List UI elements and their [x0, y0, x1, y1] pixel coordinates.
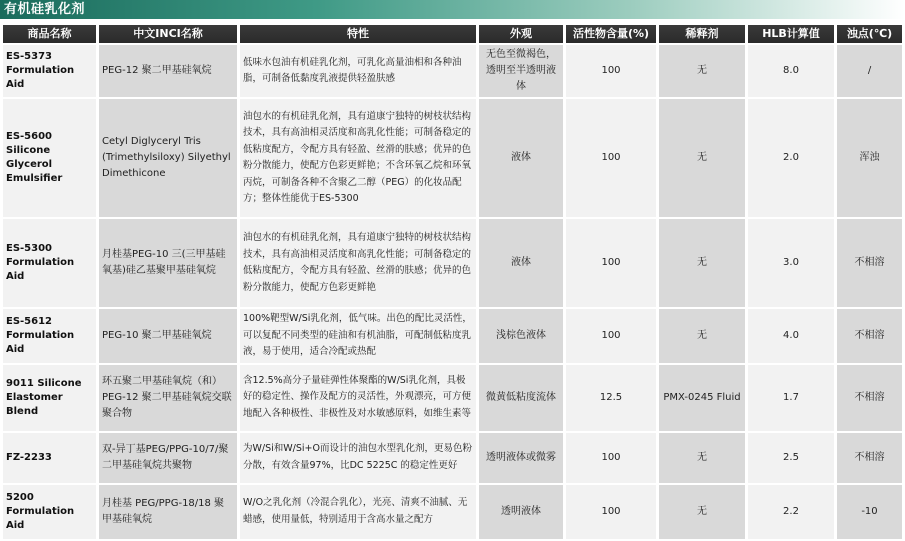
cloud-point: 不相溶 — [837, 309, 902, 363]
table-row — [3, 365, 902, 431]
diluent: 无 — [659, 45, 745, 97]
header-product-name: 商品名称 — [3, 25, 96, 43]
product-name: ES-5373 Formulation Aid — [3, 45, 96, 97]
inci-name: Cetyl Diglyceryl Tris (Trimethylsiloxy) Silyethyl Dimethicone — [99, 99, 237, 217]
emulsifier-table — [0, 23, 905, 541]
diluent: 无 — [659, 309, 745, 363]
hlb-value: 3.0 — [748, 219, 834, 307]
active-content: 100 — [566, 45, 656, 97]
header-cloud-point: 浊点(℃) — [837, 25, 902, 43]
product-name: 5200 Formulation Aid — [3, 485, 96, 539]
table-row — [3, 433, 902, 483]
page-title: 有机硅乳化剂 — [4, 2, 86, 17]
inci-name: 月桂基 PEG/PPG-18/18 聚甲基硅氧烷 — [99, 485, 237, 539]
inci-name: PEG-10 聚二甲基硅氧烷 — [99, 309, 237, 363]
header-active-content: 活性物含量(%) — [566, 25, 656, 43]
product-name: ES-5300 Formulation Aid — [3, 219, 96, 307]
header-diluent: 稀释剂 — [659, 25, 745, 43]
active-content: 12.5 — [566, 365, 656, 431]
hlb-value: 2.0 — [748, 99, 834, 217]
product-name: ES-5600 Silicone Glycerol Emulsifier — [3, 99, 96, 217]
cloud-point: / — [837, 45, 902, 97]
active-content: 100 — [566, 433, 656, 483]
table-row — [3, 309, 902, 363]
table-row — [3, 45, 902, 97]
cloud-point: 浑浊 — [837, 99, 902, 217]
inci-name: 月桂基PEG-10 三(三甲基硅氧基)硅乙基聚甲基硅氧烷 — [99, 219, 237, 307]
inci-name: 双-异丁基PEG/PPG-10/7/聚二甲基硅氧烷共聚物 — [99, 433, 237, 483]
cloud-point: -10 — [837, 485, 902, 539]
property-text: 油包水的有机硅乳化剂，具有道康宁独特的树枝状结构技术，具有高油相灵活度和高乳化性能；可制备稳定的低粘度配方，令配方具有轻盈、丝滑的肤感；优异的色粉分散能力，使配方色彩更鲜艳 — [240, 219, 476, 307]
cloud-point: 不相溶 — [837, 365, 902, 431]
header-row — [3, 25, 902, 43]
diluent: 无 — [659, 99, 745, 217]
hlb-value: 4.0 — [748, 309, 834, 363]
hlb-value: 1.7 — [748, 365, 834, 431]
product-name: ES-5612 Formulation Aid — [3, 309, 96, 363]
header-property: 特性 — [240, 25, 476, 43]
hlb-value: 2.2 — [748, 485, 834, 539]
diluent: 无 — [659, 219, 745, 307]
table-row — [3, 99, 902, 217]
table-row — [3, 485, 902, 539]
appearance-text: 微黄低粘度流体 — [479, 365, 563, 431]
active-content: 100 — [566, 485, 656, 539]
header-inci-name: 中文INCI名称 — [99, 25, 237, 43]
header-appearance: 外观 — [479, 25, 563, 43]
property-text: 100%靶型W/Si乳化剂，低气味。出色的配比灵活性，可以复配不同类型的硅油和有机油脂，可配制低粘度乳液，易于使用，适合冷配或热配 — [240, 309, 476, 363]
title-bar — [0, 0, 905, 19]
inci-name: PEG-12 聚二甲基硅氧烷 — [99, 45, 237, 97]
appearance-text: 液体 — [479, 219, 563, 307]
hlb-value: 8.0 — [748, 45, 834, 97]
inci-name: 环五聚二甲基硅氧烷（和）PEG-12 聚二甲基硅氧烷交联聚合物 — [99, 365, 237, 431]
header-hlb: HLB计算值 — [748, 25, 834, 43]
product-name: FZ-2233 — [3, 433, 96, 483]
active-content: 100 — [566, 99, 656, 217]
property-text: 含12.5%高分子量硅弹性体聚酯的W/Si乳化剂，具极好的稳定性、操作及配方的灵活性，外观漂亮，可方便地配入各种极性、非极性及对水敏感原料，如维生素等 — [240, 365, 476, 431]
product-name: 9011 Silicone Elastomer Blend — [3, 365, 96, 431]
property-text: 油包水的有机硅乳化剂，具有道康宁独特的树枝状结构技术，具有高油相灵活度和高乳化性能；可制备稳定的低粘度配方，令配方具有轻盈、丝滑的肤感；优异的色粉分散能力，使配方色彩更鲜艳；不含环氧乙烷和环氧丙烷，可制备各种不含聚乙二醇（PEG）的化妆品配方；整体性能优于ES-5300 — [240, 99, 476, 217]
property-text: 低味水包油有机硅乳化剂，可乳化高量油相和各种油脂，可制备低黏度乳液提供轻盈肤感 — [240, 45, 476, 97]
cloud-point: 不相溶 — [837, 433, 902, 483]
active-content: 100 — [566, 309, 656, 363]
appearance-text: 无色至微褐色，透明至半透明液体 — [479, 45, 563, 97]
appearance-text: 液体 — [479, 99, 563, 217]
property-text: W/O之乳化剂（冷混合乳化），光亮、清爽不油腻、无蜡感，使用量低，特别适用于含高水量之配方 — [240, 485, 476, 539]
diluent: 无 — [659, 485, 745, 539]
property-text: 为W/Si和W/Si+O而设计的油包水型乳化剂，更易色粉分散，有效含量97%，比DC 5225C 的稳定性更好 — [240, 433, 476, 483]
appearance-text: 透明液体 — [479, 485, 563, 539]
diluent: PMX-0245 Fluid — [659, 365, 745, 431]
cloud-point: 不相溶 — [837, 219, 902, 307]
table-row — [3, 219, 902, 307]
appearance-text: 透明液体或微雾 — [479, 433, 563, 483]
active-content: 100 — [566, 219, 656, 307]
appearance-text: 浅棕色液体 — [479, 309, 563, 363]
hlb-value: 2.5 — [748, 433, 834, 483]
diluent: 无 — [659, 433, 745, 483]
